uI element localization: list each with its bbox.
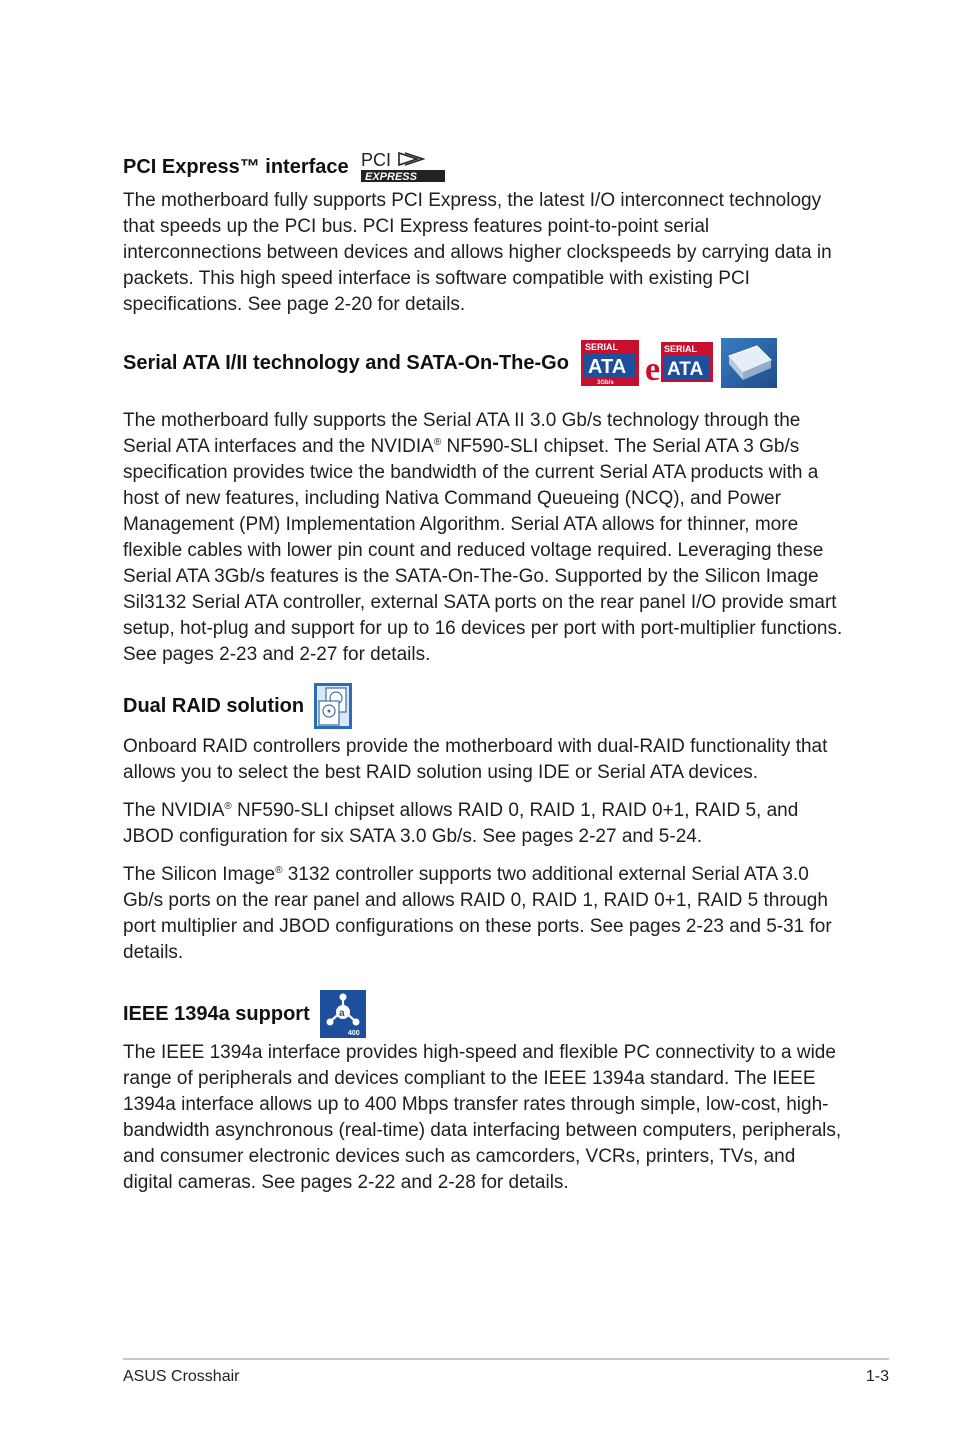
section-body — [123, 408, 843, 668]
svg-text:PCI: PCI — [360, 150, 391, 170]
svg-text:a: a — [338, 1008, 345, 1019]
page-content — [123, 150, 843, 1196]
section-body: The IEEE 1394a interface provides high-speed and flexible PC connectivity to a wide range of peripherals and devices compliant to the IEEE 1394a standard. The IEEE 1394a interface allows up to 400 Mbps transfer rates through simple, low-cost, high-bandwidth asynchronous (real-time) data interfacing between computers, peripherals, and consumer electronic devices such as camcorders, VCRs, printers, TVs, and digital cameras. See pages 2-22 and 2-28 for details. — [123, 1042, 842, 1193]
registered-mark: ® — [275, 865, 283, 876]
body-text: 3132 controller supports two additional external Serial ATA 3.0 Gb/s ports on the rear panel and allows RAID 0, RAID 1, RAID 0+1, RAID 5 through port multiplier and JBOD configurations on these ports. See pages 2-23 and 5-31 for details. — [123, 864, 832, 963]
firewire-400-icon — [320, 990, 366, 1038]
pci-express-logo-icon — [359, 150, 449, 184]
page-footer — [123, 1358, 889, 1386]
svg-text:e: e — [644, 351, 661, 386]
section-heading — [123, 150, 843, 184]
body-text: The NVIDIA — [123, 800, 225, 821]
section-heading — [123, 988, 843, 1040]
registered-mark: ® — [224, 801, 232, 812]
esata-logo-icon — [645, 340, 715, 386]
footer-title: ASUS Crosshair — [123, 1368, 240, 1385]
body-text: NF590-SLI chipset. The Serial ATA 3 Gb/s specification provides twice the bandwidth of the current Serial ATA products with a host of new features, including Nativa Command Queueing (NCQ), and Power Management (PM) Implementation Algorithm. Serial ATA allows for thinner, more flexible cables with lower pin count and reduced voltage required. Leveraging these Serial ATA 3Gb/s features is the SATA-On-The-Go. Supported by the Silicon Image Sil3132 Serial ATA controller, external SATA ports on the rear panel I/O provide smart setup, hot-plug and support for up to 16 devices per port with port-multiplier functions. See pages 2-23 and 2-27 for details. — [123, 436, 843, 665]
section-dual-raid — [123, 682, 843, 966]
body-text: The motherboard fully supports the Serial ATA II 3.0 Gb/s technology through the Serial ATA interfaces and the NVIDIA — [123, 410, 801, 457]
section-title: IEEE 1394a support — [123, 1003, 310, 1025]
section-serial-ata — [123, 338, 843, 668]
body-text: NF590-SLI chipset allows RAID 0, RAID 1, RAID 0+1, RAID 5, and JBOD configuration for six SATA 3.0 Gb/s. See pages 2-27 and 5-24. — [123, 800, 799, 847]
sata-logos — [581, 338, 777, 388]
raid-disks-icon — [314, 683, 352, 729]
svg-text:SERIAL: SERIAL — [584, 342, 618, 352]
registered-mark: ® — [433, 437, 442, 448]
section-title: PCI Express™ interface — [123, 156, 349, 178]
section-pci-express — [123, 150, 843, 318]
svg-text:400: 400 — [347, 1030, 360, 1037]
section-title: Serial ATA I/II technology and SATA-On-The-Go — [123, 352, 569, 374]
serial-ata-logo-icon — [581, 340, 639, 386]
page-number: 1-3 — [865, 1368, 889, 1385]
svg-text:ATA: ATA — [587, 356, 627, 378]
section-heading — [123, 682, 843, 730]
section-ieee-1394a — [123, 988, 843, 1196]
svg-text:SERIAL: SERIAL — [663, 344, 697, 354]
svg-text:3Gb/s: 3Gb/s — [596, 380, 614, 386]
section-body: The motherboard fully supports PCI Express, the latest I/O interconnect technology that speeds up the PCI bus. PCI Express features point-to-point serial interconnections between devices and allows higher clockspeeds by carrying data in packets. This high speed interface is software compatible with existing PCI specifications. See page 2-20 for details. — [123, 190, 832, 315]
body-text: The Silicon Image — [123, 864, 276, 885]
section-heading — [123, 338, 843, 388]
section-title: Dual RAID solution — [123, 695, 305, 717]
section-body — [123, 862, 843, 966]
svg-text:ATA: ATA — [666, 359, 704, 380]
section-body — [123, 798, 843, 850]
sata-on-the-go-icon — [721, 338, 777, 388]
svg-text:EXPRESS: EXPRESS — [364, 171, 417, 183]
section-body: Onboard RAID controllers provide the motherboard with dual-RAID functionality that allows you to select the best RAID solution using IDE or Serial ATA devices. — [123, 736, 828, 783]
